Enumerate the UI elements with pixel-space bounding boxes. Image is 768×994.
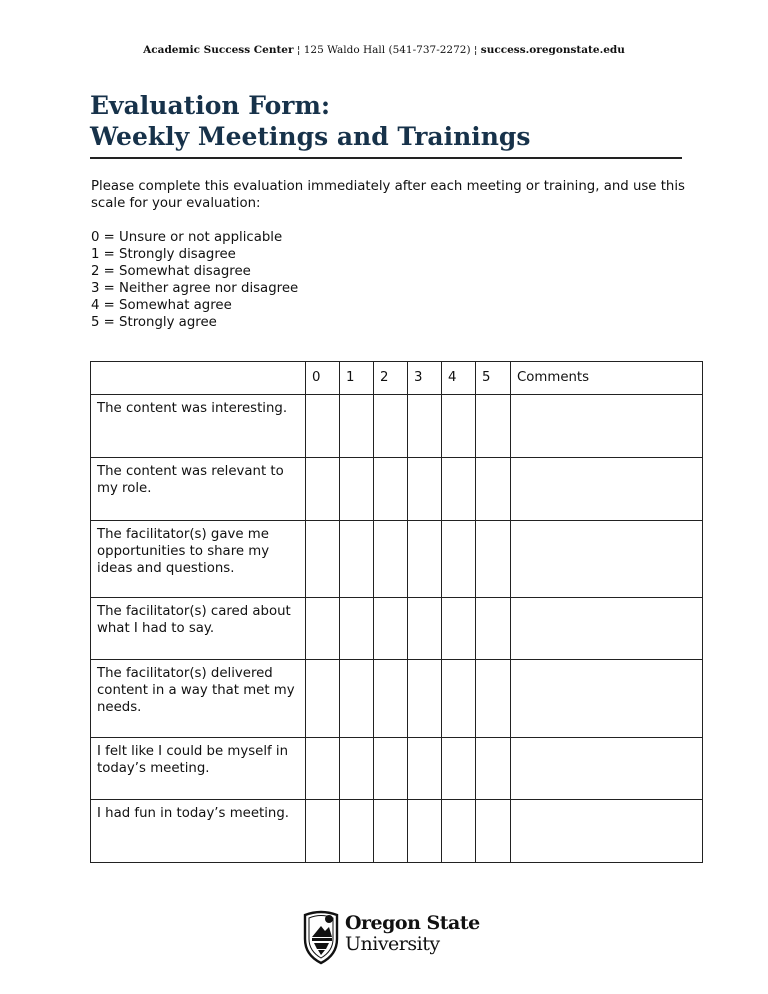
header-cell-comments: Comments — [511, 362, 703, 395]
rating-cell-3[interactable] — [408, 458, 442, 521]
rating-cell-1[interactable] — [340, 458, 374, 521]
rating-cell-5[interactable] — [476, 738, 511, 800]
header-cell-1: 1 — [340, 362, 374, 395]
rating-cell-0[interactable] — [306, 395, 340, 458]
rating-scale — [91, 229, 491, 331]
table-row — [91, 660, 703, 738]
table-row — [91, 395, 703, 458]
rating-cell-4[interactable] — [442, 738, 476, 800]
table-row — [91, 800, 703, 863]
center-address: 125 Waldo Hall (541-737-2272) — [303, 44, 471, 56]
rating-cell-2[interactable] — [374, 395, 408, 458]
rating-cell-3[interactable] — [408, 800, 442, 863]
rating-cell-4[interactable] — [442, 800, 476, 863]
statement-cell: The facilitator(s) delivered content in a way that met my needs. — [91, 660, 306, 738]
table-row — [91, 521, 703, 598]
rating-cell-3[interactable] — [408, 395, 442, 458]
rating-cell-0[interactable] — [306, 458, 340, 521]
rating-cell-4[interactable] — [442, 660, 476, 738]
rating-cell-0[interactable] — [306, 800, 340, 863]
header-cell-0: 0 — [306, 362, 340, 395]
rating-cell-5[interactable] — [476, 660, 511, 738]
statement-cell: I felt like I could be myself in today’s meeting. — [91, 738, 306, 800]
rating-cell-1[interactable] — [340, 738, 374, 800]
table-row — [91, 458, 703, 521]
comments-cell[interactable] — [511, 395, 703, 458]
statement-cell: The content was relevant to my role. — [91, 458, 306, 521]
statement-cell: I had fun in today’s meeting. — [91, 800, 306, 863]
rating-cell-5[interactable] — [476, 395, 511, 458]
header-cell-3: 3 — [408, 362, 442, 395]
comments-cell[interactable] — [511, 738, 703, 800]
logo-wordmark — [345, 913, 480, 955]
statement-cell: The facilitator(s) cared about what I had to say. — [91, 598, 306, 660]
rating-cell-1[interactable] — [340, 598, 374, 660]
header-separator: ¦ — [293, 44, 304, 56]
header-cell-5: 5 — [476, 362, 511, 395]
header-cell-4: 4 — [442, 362, 476, 395]
title-line-2: Weekly Meetings and Trainings — [90, 122, 531, 151]
rating-cell-5[interactable] — [476, 521, 511, 598]
rating-cell-3[interactable] — [408, 660, 442, 738]
scale-item: 3 = Neither agree nor disagree — [91, 281, 299, 296]
rating-cell-2[interactable] — [374, 738, 408, 800]
rating-cell-2[interactable] — [374, 598, 408, 660]
rating-cell-2[interactable] — [374, 800, 408, 863]
center-name: Academic Success Center — [143, 44, 294, 56]
scale-item: 1 = Strongly disagree — [91, 247, 236, 262]
osu-seal-icon — [301, 909, 341, 965]
rating-cell-4[interactable] — [442, 458, 476, 521]
scale-item: 2 = Somewhat disagree — [91, 264, 251, 279]
table-row — [91, 598, 703, 660]
rating-cell-2[interactable] — [374, 458, 408, 521]
rating-cell-2[interactable] — [374, 521, 408, 598]
statement-cell: The content was interesting. — [91, 395, 306, 458]
table-row — [91, 738, 703, 800]
rating-cell-4[interactable] — [442, 395, 476, 458]
table-header-row — [91, 362, 703, 395]
scale-item: 4 = Somewhat agree — [91, 298, 232, 313]
rating-cell-1[interactable] — [340, 521, 374, 598]
rating-cell-4[interactable] — [442, 598, 476, 660]
osu-logo — [301, 907, 481, 965]
rating-cell-1[interactable] — [340, 395, 374, 458]
rating-cell-0[interactable] — [306, 598, 340, 660]
rating-cell-0[interactable] — [306, 738, 340, 800]
evaluation-table — [90, 361, 703, 863]
rating-cell-5[interactable] — [476, 800, 511, 863]
comments-cell[interactable] — [511, 458, 703, 521]
logo-line-1: Oregon State — [345, 912, 480, 934]
scale-item: 0 = Unsure or not applicable — [91, 230, 283, 245]
title-line-1: Evaluation Form: — [90, 91, 331, 120]
rating-cell-0[interactable] — [306, 521, 340, 598]
intro-text: Please complete this evaluation immediately after each meeting or training, and use this scale for your evaluation: — [91, 179, 685, 211]
center-website: success.oregonstate.edu — [480, 44, 625, 56]
rating-cell-3[interactable] — [408, 598, 442, 660]
comments-cell[interactable] — [511, 660, 703, 738]
rating-cell-3[interactable] — [408, 521, 442, 598]
rating-cell-1[interactable] — [340, 800, 374, 863]
page-header — [0, 44, 768, 56]
header-cell-2: 2 — [374, 362, 408, 395]
page-title — [90, 90, 682, 159]
rating-cell-3[interactable] — [408, 738, 442, 800]
statement-cell: The facilitator(s) gave me opportunities to share my ideas and questions. — [91, 521, 306, 598]
logo-line-2: University — [345, 933, 440, 955]
rating-cell-5[interactable] — [476, 598, 511, 660]
rating-cell-0[interactable] — [306, 660, 340, 738]
comments-cell[interactable] — [511, 800, 703, 863]
comments-cell[interactable] — [511, 598, 703, 660]
header-separator: ¦ — [470, 44, 481, 56]
scale-item: 5 = Strongly agree — [91, 315, 217, 330]
rating-cell-2[interactable] — [374, 660, 408, 738]
comments-cell[interactable] — [511, 521, 703, 598]
rating-cell-1[interactable] — [340, 660, 374, 738]
header-cell-blank — [91, 362, 306, 395]
rating-cell-5[interactable] — [476, 458, 511, 521]
rating-cell-4[interactable] — [442, 521, 476, 598]
